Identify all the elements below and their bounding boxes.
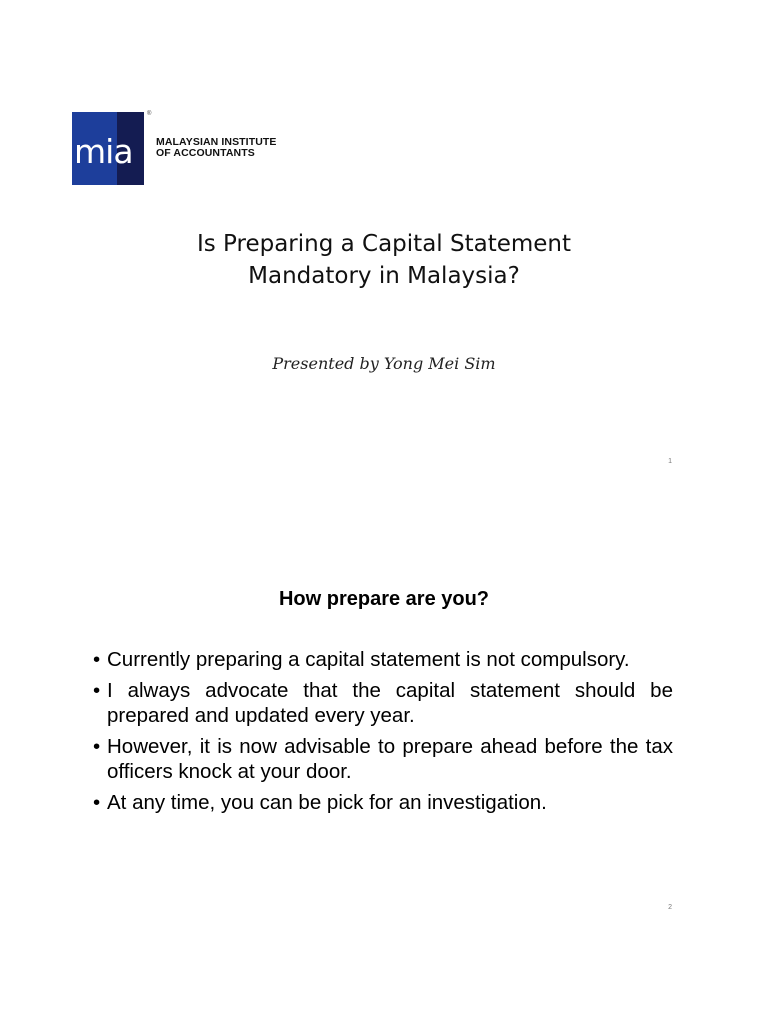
page-number-1: 1 <box>668 458 672 465</box>
bullet-text: However, it is now advisable to prepare ahead before the tax officers knock at your door. <box>107 735 673 783</box>
bullet-item <box>93 678 673 728</box>
slide-heading: How prepare are you? <box>278 588 490 610</box>
bullet-text: Currently preparing a capital statement is not compulsory. <box>107 648 630 671</box>
slide-2 <box>0 540 768 980</box>
bullet-list <box>93 647 673 821</box>
bullet-icon: • <box>93 735 101 758</box>
slide-title-line-2: Mandatory in Malaysia? <box>248 263 520 289</box>
bullet-item <box>93 647 673 672</box>
bullet-text: I always advocate that the capital statement should be prepared and updated every year. <box>107 679 673 727</box>
mia-logo <box>72 111 277 185</box>
bullet-icon: • <box>93 648 101 671</box>
logo-text-line-1: MALAYSIAN INSTITUTE <box>156 136 277 148</box>
bullet-item <box>93 734 673 784</box>
presenter-line: Presented by Yong Mei Sim <box>272 354 496 373</box>
logo-text <box>156 137 277 159</box>
bullet-icon: • <box>93 791 101 814</box>
slide-1 <box>0 0 768 480</box>
bullet-icon: • <box>93 679 101 702</box>
logo-text-line-2: OF ACCOUNTANTS <box>156 147 255 159</box>
trademark-symbol: ® <box>147 111 152 117</box>
slide-title-line-1: Is Preparing a Capital Statement <box>196 231 572 257</box>
slide-title <box>0 228 768 292</box>
page-number-2: 2 <box>668 904 672 911</box>
logo-letters: mia <box>74 132 133 171</box>
bullet-text: At any time, you can be pick for an investigation. <box>107 791 547 814</box>
bullet-item <box>93 790 673 815</box>
mia-logo-mark <box>72 112 144 185</box>
